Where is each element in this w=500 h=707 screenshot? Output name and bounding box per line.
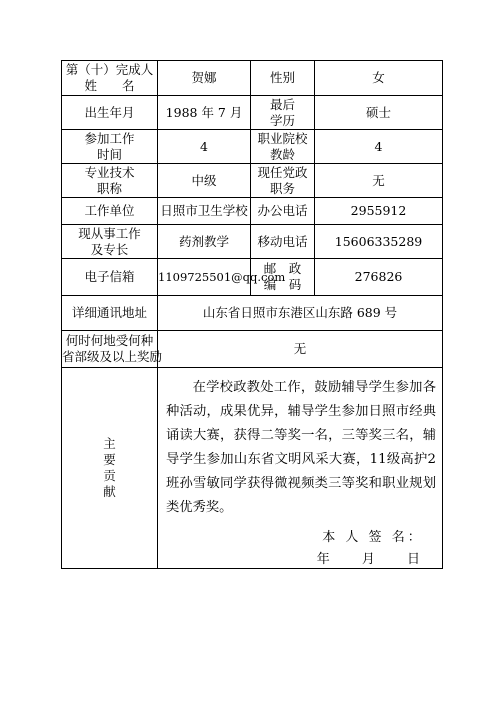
- contribution-label-char-3: 贡: [103, 468, 116, 483]
- date-year: 年: [316, 552, 330, 567]
- contribution-label-char-2: 要: [103, 452, 116, 467]
- contribution-content: [158, 368, 443, 569]
- row-work-start: [62, 130, 443, 164]
- row-contribution: [62, 368, 443, 569]
- row-address: [62, 296, 443, 331]
- professional-title-label-line1: 专业技术: [84, 164, 135, 180]
- employer-value: 日照市卫生学校: [158, 198, 251, 225]
- row-awards: [62, 331, 443, 368]
- office-phone-label: 办公电话: [251, 198, 315, 225]
- teaching-years-label: [251, 130, 315, 164]
- current-post-label-line1: 现任党政: [257, 164, 308, 180]
- address-label: 详细通讯地址: [62, 296, 158, 331]
- row-title: [62, 164, 443, 198]
- awards-value: 无: [158, 331, 443, 368]
- professional-title-value: 中级: [158, 164, 251, 198]
- specialty-label: [62, 225, 158, 259]
- date-day: 日: [407, 552, 421, 567]
- address-value: 山东省日照市东港区山东路 689 号: [158, 296, 443, 331]
- specialty-value: 药剂教学: [158, 225, 251, 259]
- contribution-label-char-1: 主: [103, 436, 116, 451]
- birth-value: 1988 年 7 月: [158, 96, 251, 130]
- email-value: 1109725501@qq.com: [158, 259, 251, 296]
- awards-label-line1: 何时何地受何种: [65, 333, 154, 348]
- row-specialty: [62, 225, 443, 259]
- teaching-years-value: 4: [315, 130, 443, 164]
- specialty-label-line1: 现从事工作: [78, 225, 141, 241]
- birth-label: 出生年月: [62, 96, 158, 130]
- teaching-years-label-line2: 教龄: [270, 146, 296, 162]
- gender-value: 女: [315, 61, 443, 96]
- current-post-label: [251, 164, 315, 198]
- education-label: [251, 96, 315, 130]
- employer-label: 工作单位: [62, 198, 158, 225]
- name-label: [62, 61, 158, 96]
- awards-label-line2: 省部级及以上奖励: [62, 349, 163, 364]
- name-label-line2: 姓 名: [84, 78, 135, 93]
- work-start-value: 4: [158, 130, 251, 164]
- education-value: 硕士: [315, 96, 443, 130]
- signature-date: [158, 552, 442, 568]
- professional-title-label-line2: 职称: [97, 180, 123, 196]
- zip-label-line1: 邮 政: [263, 261, 302, 276]
- contribution-label-char-4: 献: [103, 484, 116, 499]
- contribution-text: 在学校政教处工作，鼓励辅导学生参加各种活动，成果优异，辅导学生参加日照市经典诵读大赛，获得二等奖一名，三等奖三名，辅导学生参加山东省文明风采大赛，11级高护2班孙雪敏同学获得微视频类三等奖和职业规划类优秀奖。: [166, 380, 437, 515]
- awards-label: [62, 331, 163, 368]
- row-birth: [62, 96, 443, 130]
- contribution-label: [62, 368, 158, 569]
- current-post-value: 无: [315, 164, 443, 198]
- zip-value: 276826: [315, 259, 443, 296]
- signature-label: 本 人 签 名：: [322, 530, 424, 545]
- row-name: [62, 61, 443, 96]
- gender-label: 性别: [251, 61, 315, 96]
- zip-label-line2: 编 码: [263, 277, 302, 292]
- teaching-years-label-line1: 职业院校: [257, 130, 308, 146]
- professional-title-label: [62, 164, 158, 198]
- row-email: [62, 259, 443, 296]
- name-value: 贺娜: [158, 61, 251, 96]
- specialty-label-line2: 及专长: [90, 241, 129, 257]
- mobile-value: 15606335289: [315, 225, 443, 259]
- name-label-line1: 第（十）完成人: [65, 62, 154, 77]
- work-start-label: [62, 130, 158, 164]
- office-phone-value: 2955912: [315, 198, 443, 225]
- current-post-label-line2: 职务: [270, 180, 296, 196]
- date-month: 月: [361, 552, 375, 567]
- education-label-line2: 学历: [270, 112, 296, 128]
- email-label: 电子信箱: [62, 259, 158, 296]
- work-start-label-line2: 时间: [97, 146, 123, 162]
- row-employer: [62, 198, 443, 225]
- work-start-label-line1: 参加工作: [84, 130, 135, 146]
- personal-info-form: [61, 60, 443, 569]
- mobile-label: 移动电话: [251, 225, 315, 259]
- education-label-line1: 最后: [270, 96, 296, 112]
